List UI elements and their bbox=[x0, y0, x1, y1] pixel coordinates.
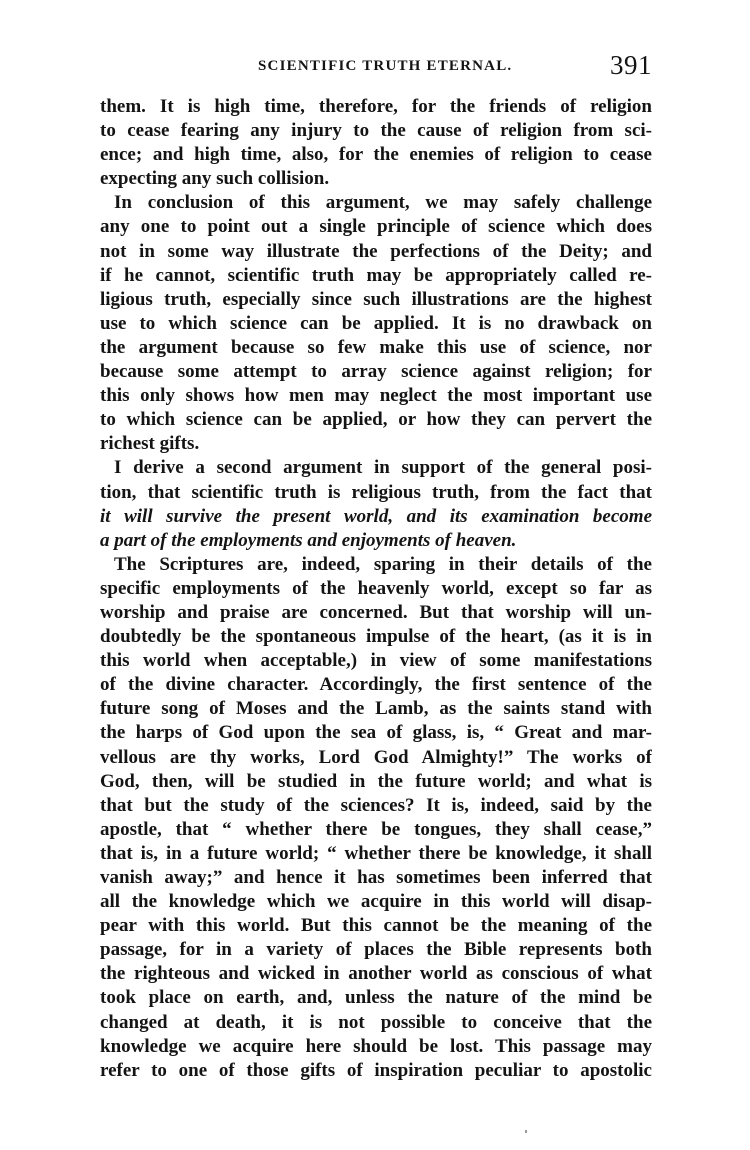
running-head bbox=[100, 50, 652, 86]
text-line: the argument because so few make this use of science, nor bbox=[100, 336, 652, 358]
text-line: them. It is high time, therefore, for the friends of religion bbox=[100, 96, 652, 117]
text-line: worship and praise are concerned. But that worship will un- bbox=[100, 601, 652, 623]
text-line: use to which science can be applied. It is no drawback on bbox=[100, 312, 652, 334]
text-line: expecting any such collision. bbox=[100, 168, 330, 190]
text-line: future song of Moses and the Lamb, as the saints stand with bbox=[100, 698, 652, 720]
text-line: vellous are thy works, Lord God Almighty!” The works of bbox=[100, 746, 652, 768]
text-line: all the knowledge which we acquire in this world will disap- bbox=[100, 891, 652, 913]
text-line: to which science can be applied, or how they can pervert the bbox=[100, 409, 652, 431]
text-line: took place on earth, and, unless the nature of the mind be bbox=[100, 987, 652, 1009]
text-line: a part of the employments and enjoyments of heaven. bbox=[100, 529, 517, 551]
text-line: specific employments of the heavenly world, except so far as bbox=[100, 577, 652, 599]
text-line: changed at death, it is not possible to conceive that the bbox=[100, 1011, 652, 1033]
text-line: to cease fearing any injury to the cause of religion from sci- bbox=[100, 120, 652, 142]
text-line: In conclusion of this argument, we may safely challenge bbox=[114, 192, 652, 214]
text-line: God, then, will be studied in the future world; and what is bbox=[100, 770, 652, 792]
text-line: not in some way illustrate the perfections of the Deity; and bbox=[100, 240, 652, 262]
text-line: richest gifts. bbox=[100, 433, 200, 455]
text-line: The Scriptures are, indeed, sparing in their details of the bbox=[114, 553, 652, 575]
print-speck bbox=[525, 1130, 527, 1133]
text-line: this only shows how men may neglect the most important use bbox=[100, 385, 652, 407]
text-line: I derive a second argument in support of the general posi- bbox=[114, 457, 652, 479]
text-line: of the divine character. Accordingly, the first sentence of the bbox=[100, 674, 652, 696]
text-line: ence; and high time, also, for the enemies of religion to cease bbox=[100, 144, 652, 166]
text-line: doubtedly be the spontaneous impulse of the heart, (as it is in bbox=[100, 626, 652, 648]
text-line: passage, for in a variety of places the Bible represents both bbox=[100, 939, 652, 961]
text-line: if he cannot, scientific truth may be appropriately called re- bbox=[100, 264, 652, 286]
text-line: that is, in a future world; “ whether there be knowledge, it shall bbox=[100, 842, 652, 864]
running-title: SCIENTIFIC TRUTH ETERNAL. bbox=[258, 58, 513, 74]
page-number: 391 bbox=[610, 50, 652, 80]
text-line: any one to point out a single principle of science which does bbox=[100, 216, 652, 238]
text-line: the harps of God upon the sea of glass, is, “ Great and mar- bbox=[100, 722, 652, 744]
text-line: ligious truth, especially since such illustrations are the highest bbox=[100, 288, 652, 310]
body-text bbox=[100, 95, 652, 1083]
text-line: vanish away;” and hence it has sometimes been inferred that bbox=[100, 867, 652, 888]
text-line: the righteous and wicked in another world as conscious of what bbox=[100, 963, 652, 985]
text-line: pear with this world. But this cannot be the meaning of the bbox=[100, 915, 652, 937]
text-line: that but the study of the sciences? It is, indeed, said by the bbox=[100, 794, 652, 816]
text-line: it will survive the present world, and its examination become bbox=[100, 505, 652, 527]
text-line: this world when acceptable,) in view of some manifestations bbox=[100, 650, 652, 672]
text-line: tion, that scientific truth is religious truth, from the fact that bbox=[100, 481, 652, 503]
text-line: refer to one of those gifts of inspiration peculiar to apostolic bbox=[100, 1059, 652, 1081]
text-line: because some attempt to array science against religion; for bbox=[100, 361, 652, 383]
text-line: knowledge we acquire here should be lost. This passage may bbox=[100, 1035, 652, 1057]
text-line: apostle, that “ whether there be tongues, they shall cease,” bbox=[100, 818, 652, 840]
